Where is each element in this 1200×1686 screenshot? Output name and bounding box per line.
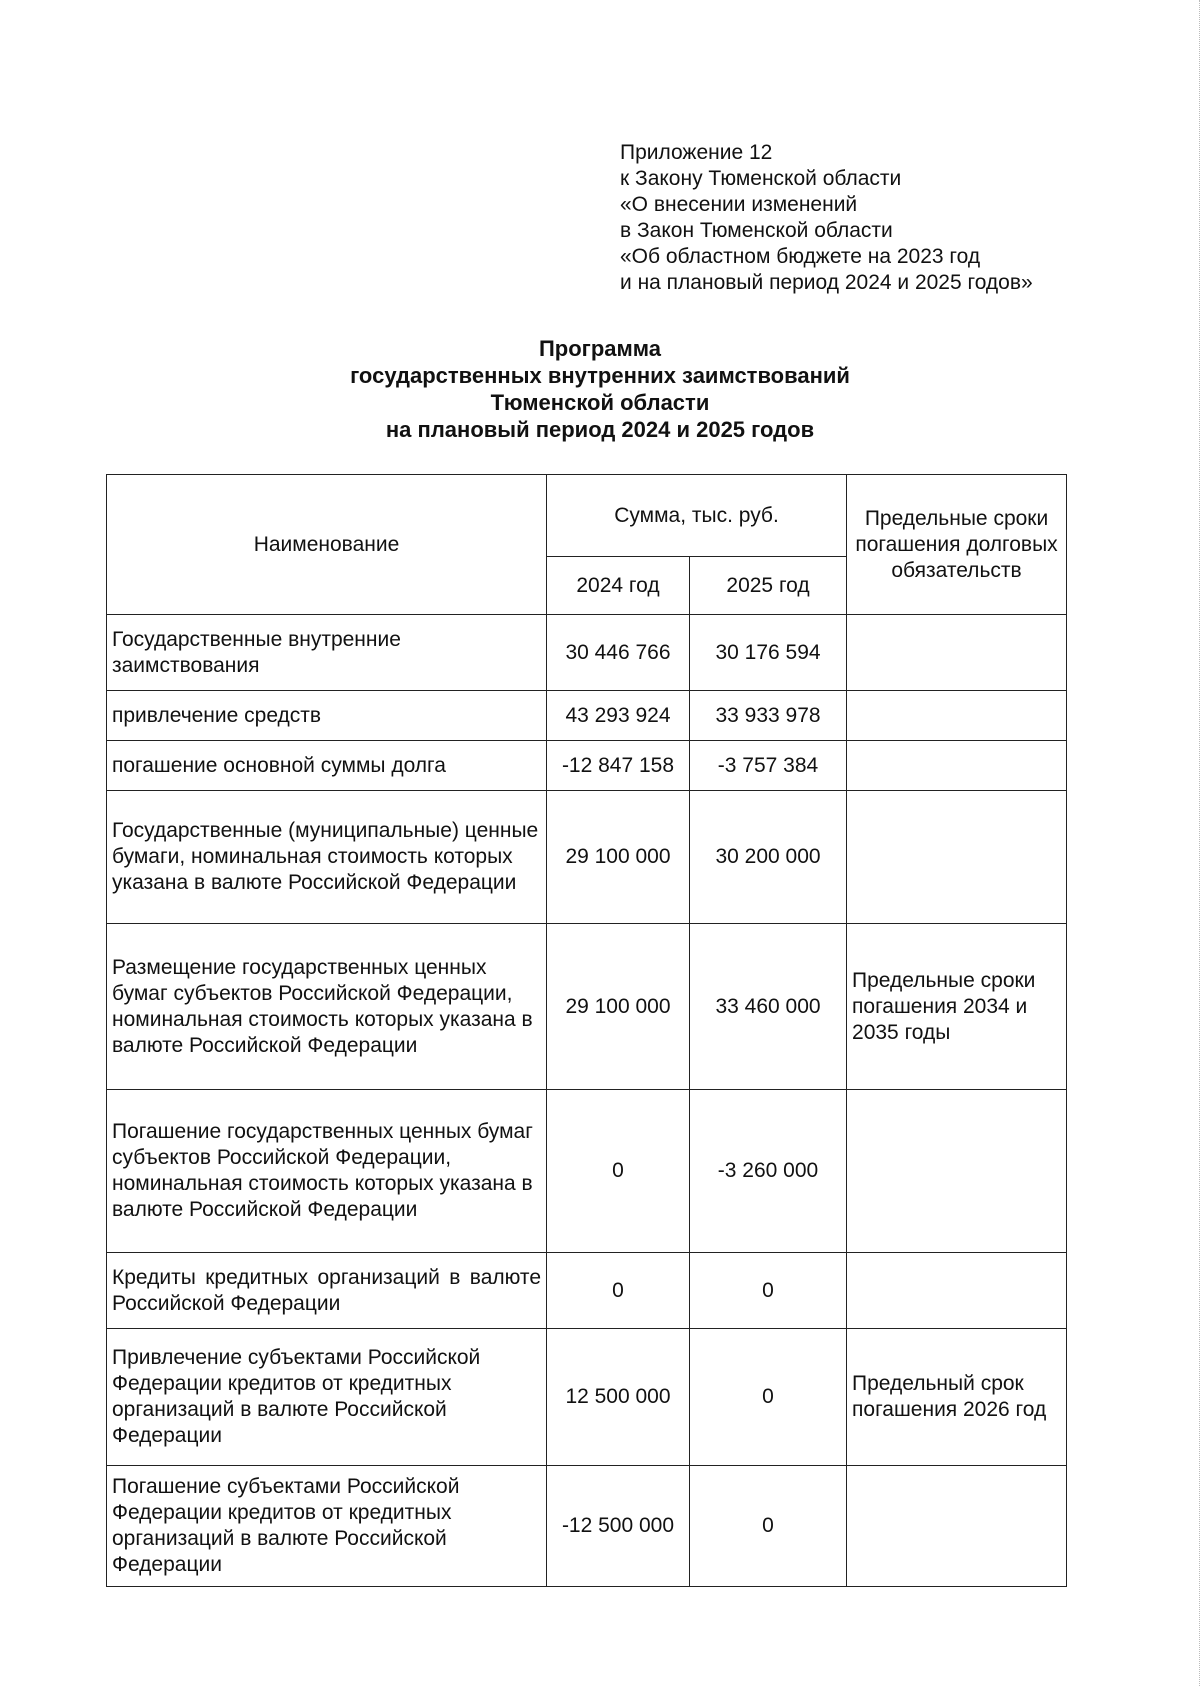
row-name: Погашение государственных ценных бумаг субъектов Российской Федерации, номинальная стоимость которых указана в валюте Российской Федерации — [107, 1090, 547, 1253]
header-year-2024: 2024 год — [547, 557, 690, 615]
header-term: Предельные сроки погашения долговых обязательств — [847, 475, 1067, 615]
row-term — [847, 1253, 1067, 1329]
appendix-line: Приложение 12 — [620, 141, 773, 164]
table-row — [107, 1466, 1067, 1587]
appendix-line: «Об областном бюджете на 2023 год — [620, 245, 981, 268]
row-name: Погашение субъектами Российской Федерации кредитов от кредитных организаций в валюте Российской Федерации — [107, 1466, 547, 1587]
appendix-line: к Закону Тюменской области — [620, 167, 902, 190]
row-term: Предельные сроки погашения 2034 и 2035 годы — [847, 924, 1067, 1090]
row-name: Размещение государственных ценных бумаг субъектов Российской Федерации, номинальная стоимость которых указана в валюте Российской Федерации — [107, 924, 547, 1090]
row-value-2025: 30 176 594 — [690, 615, 847, 691]
row-value-2024: -12 847 158 — [547, 741, 690, 791]
table-row — [107, 791, 1067, 924]
row-value-2024: 12 500 000 — [547, 1329, 690, 1466]
appendix-note — [620, 140, 1180, 296]
table-row — [107, 691, 1067, 741]
row-value-2024: 29 100 000 — [547, 791, 690, 924]
row-value-2025: 0 — [690, 1329, 847, 1466]
row-term — [847, 1466, 1067, 1587]
title-line: государственных внутренних заимствований — [350, 363, 850, 388]
row-term: Предельный срок погашения 2026 год — [847, 1329, 1067, 1466]
row-value-2025: 0 — [690, 1253, 847, 1329]
borrowings-table — [106, 474, 1067, 1587]
row-value-2025: 0 — [690, 1466, 847, 1587]
row-name: Государственные (муниципальные) ценные бумаги, номинальная стоимость которых указана в валюте Российской Федерации — [107, 791, 547, 924]
row-term — [847, 741, 1067, 791]
row-value-2024: -12 500 000 — [547, 1466, 690, 1587]
row-term — [847, 1090, 1067, 1253]
row-value-2025: -3 260 000 — [690, 1090, 847, 1253]
table-row — [107, 741, 1067, 791]
row-term — [847, 691, 1067, 741]
row-value-2025: -3 757 384 — [690, 741, 847, 791]
row-name: привлечение средств — [107, 691, 547, 741]
row-value-2025: 33 933 978 — [690, 691, 847, 741]
header-sum: Сумма, тыс. руб. — [547, 475, 847, 557]
header-name: Наименование — [107, 475, 547, 615]
appendix-line: и на плановый период 2024 и 2025 годов» — [620, 271, 1033, 294]
document-title — [100, 335, 1100, 443]
row-name: Государственные внутренние заимствования — [107, 615, 547, 691]
table-row — [107, 1329, 1067, 1466]
row-value-2024: 0 — [547, 1090, 690, 1253]
table-row — [107, 1253, 1067, 1329]
row-term — [847, 615, 1067, 691]
appendix-line: «О внесении изменений — [620, 193, 858, 216]
title-line: на плановый период 2024 и 2025 годов — [385, 417, 815, 442]
row-value-2024: 0 — [547, 1253, 690, 1329]
row-value-2025: 33 460 000 — [690, 924, 847, 1090]
row-name: погашение основной суммы долга — [107, 741, 547, 791]
table-row — [107, 615, 1067, 691]
row-value-2024: 30 446 766 — [547, 615, 690, 691]
table-row — [107, 924, 1067, 1090]
table-row — [107, 1090, 1067, 1253]
row-value-2025: 30 200 000 — [690, 791, 847, 924]
appendix-line: в Закон Тюменской области — [620, 219, 893, 242]
header-year-2025: 2025 год — [690, 557, 847, 615]
row-name: Кредиты кредитных организаций в валюте Российской Федерации — [107, 1253, 547, 1329]
row-name: Привлечение субъектами Российской Федерации кредитов от кредитных организаций в валюте Российской Федерации — [107, 1329, 547, 1466]
row-value-2024: 43 293 924 — [547, 691, 690, 741]
row-term — [847, 791, 1067, 924]
title-line: Программа — [538, 336, 662, 361]
row-value-2024: 29 100 000 — [547, 924, 690, 1090]
title-line: Тюменской области — [490, 390, 710, 415]
